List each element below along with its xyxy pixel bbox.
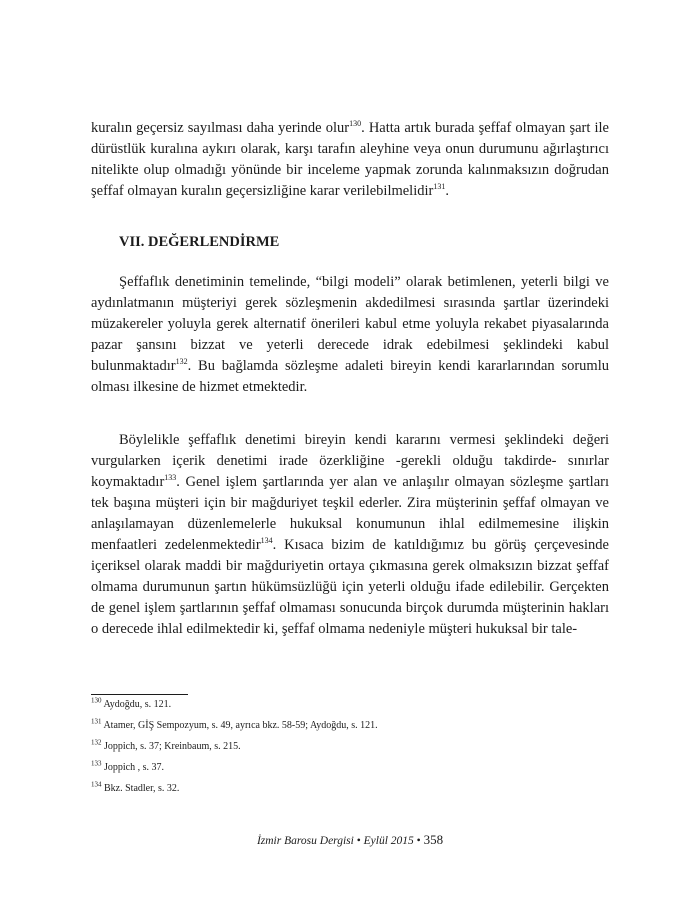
paragraph-text: Böylelikle şeffaflık denetimi bireyin kendi kararını vermesi şeklindeki değeri vurgularken içerik denetimi irade özerkliğine -gerekli olduğu takdirde- sınırlar koymaktadır — [91, 432, 609, 490]
footnote-divider — [91, 694, 188, 695]
footnote-text: Atamer, GİŞ Sempozyum, s. 49, ayrıca bkz. 58-59; Aydoğdu, s. 121. — [103, 720, 378, 731]
footnote-number: 131 — [91, 717, 102, 726]
paragraph-text: . Genel işlem şartlarında yer alan ve anlaşılır olmayan sözleşme şartları tek başına müşteri için bir mağduriyet teşkil ederler. Zira müşterinin şeffaf olmayan ve anlaşılamayan düzenlemelerle hukuksal konumunun ihlal edilmemesine ilişkin menfaatleri zedelenmektedir — [91, 474, 609, 553]
issue-date: Eylül 2015 — [363, 835, 414, 847]
body-paragraph-1 — [91, 118, 609, 202]
section-heading: VII. DEĞERLENDİRME — [119, 234, 280, 250]
footer-separator: • — [416, 835, 421, 847]
footnote-ref-133[interactable]: 133 — [164, 473, 177, 483]
footnote-ref-131[interactable]: 131 — [433, 182, 446, 192]
paragraph-text: . Bu bağlamda sözleşme adaleti bireyin kendi kararlarından sorumlu olması ilkesine de hizmet etmektedir. — [91, 358, 609, 395]
footnote-number: 132 — [91, 738, 102, 747]
paragraph-text: . — [445, 183, 449, 199]
footnote-ref-132[interactable]: 132 — [175, 357, 188, 367]
page-number: 358 — [423, 832, 444, 847]
paragraph-text: . Kısaca bizim de katıldığımız bu görüş çerçevesinde içeriksel olarak maddi bir mağduriyetin ortaya çıkmasına gerek olmaksızın bizzat şeffaf olmama durumunun şartın hükümsüzlüğü için yeterli olduğu ifade edilebilir. Gerçekten de genel işlem şartlarının şeffaf olmaması sonucunda birçok durumda müşterinin hakları o derecede ihlal edilmektedir ki, şeffaf olmama nedeniyle müşteri hukuksal bir tale- — [91, 537, 609, 637]
footnote-text: Bkz. Stadler, s. 32. — [104, 783, 180, 794]
footer-separator: • — [356, 835, 361, 847]
footnote-item — [91, 717, 611, 741]
paragraph-text: . Hatta artık burada şeffaf olmayan şart ile dürüstlük kuralına aykırı olarak, karşı tarafın aleyhine veya onun durumunu ağırlaştırıcı nitelikte olup olmadığı yönünde bir inceleme yapmak zorunda kalınmaksızın doğrudan şeffaf olmayan kuralın geçersizliğine karar verilebilmelidir — [91, 120, 609, 199]
paragraph-text: Şeffaflık denetiminin temelinde, “bilgi modeli” olarak betimlenen, yeterli bilgi ve aydınlatmanın müşteriyi gerek sözleşmenin akdedilmesi sırasında şartlar üzerindeki müzakereler yoluyla gerek alternatif önerileri kabul etme yoluyla rekabet piyasalarında pazar şansını bizzat ve yeterli derecede idrak edebilmesi şeklindeki kabul bulunmaktadır — [91, 274, 609, 374]
page-footer — [0, 832, 700, 848]
footnote-ref-134[interactable]: 134 — [260, 536, 273, 546]
body-paragraph-2 — [91, 272, 609, 398]
footnote-text: Joppich , s. 37. — [104, 762, 164, 773]
footnote-number: 130 — [91, 696, 102, 705]
footnote-item — [91, 696, 611, 720]
body-paragraph-3 — [91, 430, 609, 640]
footnote-item — [91, 759, 611, 783]
footnote-item — [91, 780, 611, 804]
footnote-text: Joppich, s. 37; Kreinbaum, s. 215. — [104, 741, 241, 752]
footnote-ref-130[interactable]: 130 — [349, 119, 362, 129]
footnote-number: 134 — [91, 780, 102, 789]
journal-name: İzmir Barosu Dergisi — [256, 835, 354, 847]
footnotes-list — [91, 696, 611, 804]
footnote-number: 133 — [91, 759, 102, 768]
paragraph-text: kuralın geçersiz sayılması daha yerinde olur — [91, 120, 350, 136]
footnote-item — [91, 738, 611, 762]
footnote-text: Aydoğdu, s. 121. — [103, 699, 172, 710]
